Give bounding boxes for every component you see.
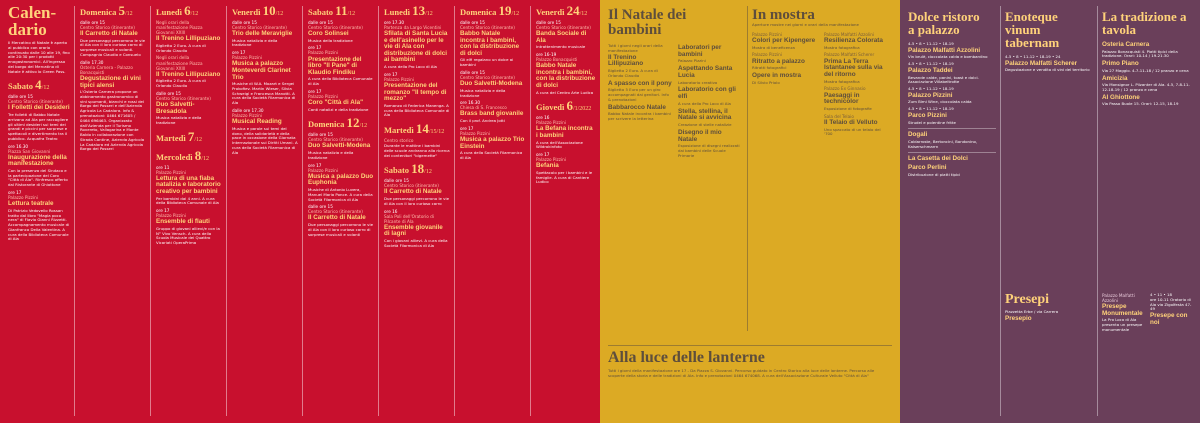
event-place: Centro Storico (itinerante) xyxy=(536,24,591,30)
event-title: Inaugurazione della manifestazione xyxy=(8,153,67,168)
event-place: Piazza San Giovanni xyxy=(8,148,51,154)
calendar-column-2 xyxy=(80,0,146,423)
presepi-item: Presepio xyxy=(1005,314,1032,322)
event-title: Il Carretto di Natale xyxy=(80,30,138,38)
column-divider xyxy=(150,6,151,416)
presepe-block xyxy=(1102,293,1196,333)
event-item xyxy=(80,20,146,58)
enoteca-section xyxy=(1005,0,1093,423)
event-item xyxy=(308,89,374,113)
event-title: La Befana incontra i bambini xyxy=(536,125,593,139)
event-title: Duo Salvetti-Modena xyxy=(460,80,523,88)
event-time: ore 17 xyxy=(384,71,398,77)
event-title: Coro "Città di Ala" xyxy=(308,99,364,107)
event-place: Osteria Carnera - Palazzo Bonacquisti xyxy=(80,64,133,75)
event-title: Brass band giovanile xyxy=(460,110,524,118)
event-desc: Durante le mattine i bambini delle scuole andranno alla ricerca dei contenitori "bigemette" xyxy=(384,143,450,158)
event-time: dalle 17.30 xyxy=(80,59,104,65)
day-block xyxy=(232,3,298,155)
event-time: ore 17 xyxy=(308,162,322,168)
event-title: Duo Salvetti-Modena xyxy=(308,142,371,150)
column-divider xyxy=(1000,6,1001,416)
event-item xyxy=(8,144,70,188)
event-place: Palazzo Pizzini xyxy=(308,93,338,99)
column-divider xyxy=(454,6,455,416)
day-heading: Giovedì 6/1/2022 xyxy=(536,98,592,114)
day-heading: Domenica 19/12 xyxy=(460,3,520,18)
event-item xyxy=(384,209,450,249)
list-item: Babbarocco Natale Babbo Natale incontra i bambini per scrivere la letterina xyxy=(608,103,671,121)
calendar-intro: Il Mercatino di Natale è aperto al pubblico con orario continuato dalle 10 alle 19, fino alle 20:30 per i prodotti enogastronomici. All'ingresso del borgo del Mercatino di Natale è attivo lo Green Pass. xyxy=(8,40,70,74)
event-desc: Con il prof. Andrea Jotti xyxy=(460,118,505,124)
event-title: Il Carretto di Natale xyxy=(384,188,442,196)
event-place: Palazzo Pizzini xyxy=(232,55,262,61)
day-heading: Domenica 12/12 xyxy=(308,115,368,131)
dolce-ristoro-section xyxy=(908,0,996,423)
list-item: Stella, stellina, il Natale si avvicina Creazione di stelle natalizie xyxy=(678,107,732,128)
event-desc: Intrattenimento musicale xyxy=(536,44,586,50)
day-block xyxy=(384,3,450,118)
lanterns-section xyxy=(608,345,892,379)
event-time: ore 17 xyxy=(156,208,170,214)
event-item xyxy=(536,20,596,50)
event-time: dalle ore 15 xyxy=(80,19,105,25)
event-time: ore 16-19 xyxy=(536,52,557,57)
event-time: dalle ore 15 xyxy=(536,19,561,25)
presepi-place: Piazzetta Erbe / via Carrera xyxy=(1005,309,1059,314)
children-list-b xyxy=(678,44,742,161)
event-place: Palazzo Pizzini xyxy=(156,169,186,175)
list-item: 4-5 • 8 • 11-12 • 18-19 Palazzo Malfatti Azzolini Vin brulè, cioccolata calda e bombardino xyxy=(908,41,988,60)
event-title: I Folletti dei Desideri xyxy=(8,104,70,112)
event-place: Centro Storico (itinerante) xyxy=(308,137,363,143)
column-divider xyxy=(1097,6,1098,416)
event-desc: Di Patrizio Vedovello Rossan tratto dal libro "Magia poco nera" di Flavio Gianni Rizzetti. Accompagnamento musicale di Gianfranco Della Valentina. A cura della Biblioteca Comunale di Ala xyxy=(8,207,70,242)
event-time: dalle ore 15 xyxy=(308,204,333,210)
event-desc: Con i giovani allievi. A cura della Società Filarmonica di Ala xyxy=(384,238,448,248)
list-item: Palazzo Pizzini Colori per Kipengere Mostra di beneficenza xyxy=(752,31,816,50)
day-block xyxy=(384,121,450,158)
event-place: Palazzo Pizzini xyxy=(384,76,414,82)
event-desc: Musiche di Antonio Luvera, Manuel Maria Ponce. A cura della Società Filarmonica di Ala xyxy=(308,186,373,202)
list-item: La Casetta dei Dolci xyxy=(908,155,968,163)
event-place: Sala Poli dell'Oratorio di Pilcante di Ala xyxy=(384,213,434,224)
event-place: Palazzo Pizzini xyxy=(8,195,38,201)
day-heading: Lunedì 13/12 xyxy=(384,3,433,18)
event-title: Presentazione del romanzo "Il tempo di mezzo" xyxy=(384,81,447,103)
event-item xyxy=(232,108,298,155)
event-title: Musical Reading xyxy=(232,118,282,126)
event-title: Presentazione del libro "Il Pane" di Klaudio Findiku xyxy=(308,55,362,76)
event-title: Befania xyxy=(536,162,559,170)
day-heading: Sabato 4/12 xyxy=(8,77,50,93)
event-time: ore 17 xyxy=(536,152,550,158)
list-item: Opere in mostra Di Silvio Priolo xyxy=(752,71,802,85)
dolce-title: Dolce ristoro a palazzo xyxy=(908,9,980,37)
day-heading: Sabato 18/12 xyxy=(384,161,432,177)
list-item: 4-5 • 8 • 11-12 • 18-19 Parco Pizzini Strudel e polentine fritte xyxy=(908,106,956,125)
event-title: Musica a palazzo Trio Einstein xyxy=(460,135,525,150)
event-desc: Musiche di W.A. Mozart e Sergei Prokofiev. Martin Wieser, Silvia Schweigl e Francesca Manotti. A cura della Società Filarmonica di Ala xyxy=(232,81,296,106)
calendar-title: Calen- dario xyxy=(8,3,57,39)
event-desc: Musica natalizia e della tradizione xyxy=(308,150,354,160)
children-title: Il Natale dei bambini xyxy=(608,7,687,38)
food-tradition-panel xyxy=(900,0,1200,423)
divider xyxy=(908,128,996,129)
event-desc: Per bambini dai 4 anni. A cura della Biblioteca Comunale di Ala xyxy=(156,195,219,206)
event-time: dalle ore 15 xyxy=(156,90,181,96)
event-item xyxy=(384,178,450,206)
event-item xyxy=(384,138,450,158)
event-item xyxy=(156,208,222,246)
event-title: Ensemble di flauti xyxy=(156,218,210,226)
divider xyxy=(908,152,996,153)
column-divider xyxy=(378,6,379,416)
event-title: Ensemble giovanile di lagni xyxy=(384,223,443,238)
event-desc: Due personaggi percorrono le vie di Ala con il loro curioso carro di sorprese musicali e volanti. Compagnia Claudio e Consuelo xyxy=(80,37,145,57)
event-desc: Con la presenza del Sindaco e la partecipazione del Coro "Città di Ala". Rinfresco offerto dal Ristorante di Ghiottone xyxy=(8,167,68,188)
list-item: Aspettando Santa Lucia Laboratorio creativo xyxy=(678,65,733,85)
event-place: Centro Storico (itinerante) xyxy=(460,75,515,81)
event-item xyxy=(536,152,596,185)
event-desc: Gli elfi regalano un dolce ai bambini xyxy=(460,57,514,68)
day-block xyxy=(80,3,146,152)
event-item xyxy=(8,94,70,141)
day-heading: Lunedì 6/12 xyxy=(156,3,199,18)
list-item: Laboratorio con gli elfi A cura della Pro Loco di Ala xyxy=(678,86,736,106)
event-title: Musica a palazzo Monteverdi Clarinet Trio xyxy=(232,60,291,81)
column-divider xyxy=(226,6,227,416)
event-time: dalle ore 17.30 xyxy=(232,107,264,113)
list-item: Palazzo Malfatti Azzolini Resilienza Colorata Mostra fotografica xyxy=(824,31,883,50)
day-block xyxy=(308,3,374,112)
event-time: ore 17 xyxy=(308,45,322,51)
event-time: ore 17 xyxy=(308,88,322,94)
day-heading: Sabato 11/12 xyxy=(308,3,356,18)
event-place: Palazzo Pizzini xyxy=(156,213,186,219)
day-block xyxy=(308,115,374,237)
event-item xyxy=(536,52,596,95)
event-place: Centro Storico (itinerante) xyxy=(8,99,63,105)
day-block xyxy=(536,3,596,95)
event-place: Palazzo Pizzini xyxy=(536,120,566,126)
event-item xyxy=(308,45,374,87)
calendar-column-4 xyxy=(232,0,298,423)
list-item: Primo Piano Via 27 Maggio. 4-7-11-18 / 12 pranzo e cena xyxy=(1102,60,1189,73)
event-place: Negli orari della manifestazione Piazza Giovanni XXIII xyxy=(156,19,203,36)
event-place: Palazzo Pizzini xyxy=(536,157,566,163)
event-time: ore 17 xyxy=(232,50,246,56)
calendar-column-5 xyxy=(308,0,374,423)
event-item xyxy=(384,72,450,118)
calendar-column-3 xyxy=(156,0,222,423)
event-place: Centro storico xyxy=(384,137,414,143)
exhibition-section xyxy=(752,0,892,330)
day-block xyxy=(156,148,222,246)
event-time: dalle ore 15 xyxy=(460,19,485,25)
day-heading: Domenica 5/12 xyxy=(80,3,133,18)
event-item xyxy=(460,20,526,68)
event-place: Centro Storico (itinerante) xyxy=(80,24,135,30)
tradizione-title: La tradizione a tavola xyxy=(1102,9,1187,37)
list-item: Sala del Telaio Il Telaio di Velluto Uno spaccato di un telaio del '700 xyxy=(824,113,881,137)
event-time: dalle ore 15 xyxy=(308,132,333,138)
list-item: Amicizia Via Monsignor L. Pilzanter di Ala. 4-5, 7-8-11-12-18-19 / 12 pranzo e cena xyxy=(1102,74,1190,92)
day-block xyxy=(536,98,596,185)
event-time: ore 17.30 xyxy=(384,19,405,25)
event-desc: Spettacolo per i bambini e le famiglie. A cura di Cantiere Ludico xyxy=(536,169,593,185)
event-desc: Musica natalizia e della tradizione xyxy=(156,115,202,126)
event-desc: Gruppo di giovani allievi/e con la N° Vivo Vensch. A cura della Scuola Musicale dei Quattro Vicariati OperaPrima xyxy=(156,225,220,246)
event-desc: A cura dell'Associazione Wildrokinfoto xyxy=(536,139,583,150)
list-item: Palazzo Pizzini Ritratto a palazzo Ritratti fotografici xyxy=(752,52,805,71)
lanterns-desc: Tutti i giorni della manifestazione ore 17 - Da Piazza S. Giovanni. Percorso guidato in Centro Storico alla luce delle lanterne. Percorso alle scoperte della storia e delle tradizioni di Ala. Info e prenotazioni 0464 674068. A cura dell'Associazione Culturale Velluto "Città di Ala" xyxy=(608,368,875,378)
event-title: Il Trenino Lillipuziano xyxy=(156,70,221,78)
event-time: ore 16.30 xyxy=(8,143,29,149)
event-title: Banda Sociale di Ala xyxy=(536,30,587,44)
event-desc: A cura del Centro Arte Ludica xyxy=(536,89,594,95)
tradizione-section xyxy=(1102,0,1196,423)
event-place: Centro Storico (itinerante) xyxy=(308,24,363,30)
event-title: Sfilata di Santa Lucia e dell'asinello per le vie di Ala con distribuzione di dolci ai bambini xyxy=(384,30,448,64)
event-place: Centro Storico (itinerante) xyxy=(384,183,439,189)
list-item: Al Ghiottone Via Passo Buole 15. Orari: 12-15, 18-19 xyxy=(1102,93,1179,107)
event-title: Degustazione di vini tipici alensi xyxy=(80,74,141,89)
list-item: Disegno il mio Natale Esposizione di disegni realizzati dai bambini delle Scuole Primarie xyxy=(678,128,740,158)
event-time: dalle ore 15 xyxy=(308,19,333,25)
event-desc: Canti natalizi e della tradizione xyxy=(308,106,369,112)
event-desc: A cura della Biblioteca Comunale di Ala xyxy=(308,76,373,87)
list-item: A spasso con il pony Biglietto 5 Euro per un giro accompagnati dai genitori. Info & prenotazioni xyxy=(608,79,672,102)
event-item xyxy=(536,115,596,150)
event-desc: Musica natalizia e della tradizione xyxy=(460,87,506,98)
event-place: Palazzo Pizzini xyxy=(308,167,338,173)
event-desc: Biglietto 2 Euro. A cura di Orlando Claudio xyxy=(156,78,206,89)
list-item: Laboratori per bambini Palazzo Pizzini xyxy=(678,44,722,64)
column-divider xyxy=(747,6,748,331)
event-desc: Romanzo di Federica Manenga. A cura della Biblioteca Comunale di Ala xyxy=(384,102,450,118)
event-item xyxy=(156,20,222,54)
event-item xyxy=(308,163,374,203)
event-time: dalle ore 15 xyxy=(460,69,485,75)
calendar-column-1 xyxy=(8,0,70,423)
event-item xyxy=(80,60,146,152)
event-title: Babbo Natale incontra i bambini, con la distribuzione di dolci xyxy=(536,62,596,89)
event-desc: Musica natalizia e della tradizione xyxy=(232,37,278,48)
event-time: ore 16.30 xyxy=(460,100,481,106)
children-list-a xyxy=(608,44,672,161)
event-item xyxy=(156,91,222,126)
calendar-column-6 xyxy=(384,0,450,423)
list-item: Il Trenino Lillipuziano Biglietto 2 Euro. A cura di Orlando Claudio xyxy=(608,53,658,78)
list-item: Dogali Caldarroste, Bertoncini, Bondonino, Kaiserschmarrn xyxy=(908,131,978,149)
event-title: Lettura teatrale xyxy=(8,200,54,208)
event-time: ore 17 xyxy=(460,125,474,131)
calendar-column-8 xyxy=(536,0,596,423)
presepi-section xyxy=(1005,293,1093,323)
event-desc: Tre folletti di Babbo Natale arrivano ad Ala per raccogliere gli ultimi desideri sui temi dei grandi e piccini per sorprese e spettacoli e divertimento tra il pubblico. Acquafra Teatro xyxy=(8,111,69,141)
calendar-column-7 xyxy=(460,0,526,423)
event-desc: A cura della Pro Loco di Ala xyxy=(384,64,437,70)
list-item: Palazzo Malfatti Scherer Prima La Terra Istantanee sulla via del ritorno Mostra fotografica xyxy=(824,52,883,84)
event-desc: Biglietto 2 Euro. A cura di Orlando Claudio xyxy=(156,42,206,53)
column-divider xyxy=(530,6,531,416)
event-desc: L'Osteria Carnera propone un abbinamento gastronomico di vini spumanti, bianchi e rossi del Borgo dei Posseri e dell'Azienda Agricola La Cadalora. Info & prenotazioni: 0464 671605 / 0464 696463. Organizzato dall'Azienda per il Turismo Rovereto, Vallagarina e Monte Baldo in collaborazione con Strada Cantine, Azienda Agricola La Cadalora ed Azienda Agricola Borgo dei Posseri xyxy=(80,89,145,152)
event-title: Duo Salvetti-Bresadola xyxy=(156,101,195,115)
event-place: Palazzo Bonacquisti xyxy=(536,57,578,63)
event-place: Centro Storico (itinerante) xyxy=(232,24,287,30)
event-item xyxy=(156,165,222,207)
children-section xyxy=(608,0,743,330)
day-block xyxy=(460,3,526,161)
column-divider xyxy=(74,6,75,416)
event-time: dalle ore 15 xyxy=(384,178,409,184)
event-item xyxy=(8,190,70,242)
event-place: Centro Storico (itinerante) xyxy=(308,209,363,215)
event-place: Palazzo Pizzini xyxy=(308,50,338,56)
list-item: Palazzo Ex Ginnasio Paesaggi in technicolor Esposizione di fotografie xyxy=(824,86,872,111)
event-desc: A cura della Società Filarmonica di Ala xyxy=(460,150,523,160)
event-time: ore 16 xyxy=(536,115,550,121)
exhibition-title: In mostra xyxy=(752,7,815,23)
list-item: 4-5 • 8 • 11-12 • 18-19 Palazzo Taddei Bevande calde, panini, toast e dolci. Associazione Villabeltrotte xyxy=(908,61,979,85)
event-title: Trio delle Meraviglie xyxy=(232,30,293,38)
day-block xyxy=(8,77,70,242)
event-time: ore 17 xyxy=(8,190,22,196)
event-place: Partenza da Largo Vicentini xyxy=(384,24,442,30)
list-item: Parco Perlini Distribuzione di piatti tipici xyxy=(908,164,961,177)
event-time: ore 16 xyxy=(384,208,398,214)
event-place: Centro Storico (itinerante) xyxy=(156,95,211,101)
event-place: Palazzo Pizzini xyxy=(232,113,262,118)
children-exhibition-panel xyxy=(600,0,900,423)
list-item: 4-5 • 8 • 11-12 • 18-19 • 24 Palazzo Malfatti Scherer Degustazione e vendita di vini del territorio xyxy=(1005,54,1090,73)
exhibition-intro: Aperture mostre nei giorni e orari della manifestazione xyxy=(752,22,859,27)
event-title: Lettura di una fiaba natalizia e laboratorio creativo per bambini xyxy=(156,174,221,195)
day-block xyxy=(384,161,450,248)
exhibition-list-a xyxy=(752,32,818,139)
event-title: Il Carretto di Natale xyxy=(308,214,366,222)
event-item xyxy=(460,100,526,124)
list-item: Palazzo Malfatti Azzolini Presepe Monumentale La Pro Loco di Ala presenta un presepe monumentale xyxy=(1102,293,1143,332)
event-item xyxy=(232,20,298,48)
event-desc: Due personaggi percorrono le vie di Ala con il loro curioso carro di sorprese musicali e volanti xyxy=(308,222,373,237)
event-item xyxy=(384,20,450,70)
lanterns-title: Alla luce delle lanterne xyxy=(608,349,765,366)
day-heading: Venerdì 10/12 xyxy=(232,3,284,18)
day-heading: Martedì 14/15/12 xyxy=(384,121,445,137)
exhibition-list-b xyxy=(824,32,890,139)
event-item xyxy=(232,50,298,106)
event-title: Musica a palazzo Duo Euphonia xyxy=(308,172,374,187)
event-title: Il Trenino Lillipuziano xyxy=(156,35,221,43)
event-item xyxy=(308,204,374,237)
event-place: Chiesa di S. Francesco xyxy=(460,105,507,111)
enoteca-title: Enoteque vinum tabernam xyxy=(1005,9,1060,50)
event-title: Coro Solinsei xyxy=(308,30,349,38)
event-place: Palazzo Pizzini xyxy=(460,130,490,136)
event-title: Babbo Natale incontra i bambini, con la distribuzione di dolci xyxy=(460,30,520,57)
day-heading: Martedì 7/12 xyxy=(156,128,203,144)
event-item xyxy=(460,126,526,161)
event-desc: Musica e parole sui temi del dono, della solidarietà e della pace in occasione della Giornata Internazionale sui Diritti Umani. A cura della Società Filarmonica di Ala xyxy=(232,125,298,155)
event-place: Centro Storico (itinerante) xyxy=(460,24,515,30)
day-heading: Venerdì 24/12 xyxy=(536,3,588,18)
list-item: Osteria Carnera Palazzo Bonacquisti 4. Piatti tipici della tradizione. Orari: 10-14 / 19-21.30 xyxy=(1102,41,1178,59)
presepi-title: Presepi xyxy=(1005,292,1050,307)
event-item xyxy=(156,55,222,89)
event-desc: Musica della tradizione xyxy=(308,37,353,43)
column-divider xyxy=(302,6,303,416)
event-place: Negli orari della manifestazione Piazza Giovanni XXIII xyxy=(156,55,203,71)
list-item: 4-5 • 8 • 11-12 • 18-19 Palazzo Pizzini Zum Bimi Wine, cioccolata calda xyxy=(908,86,972,105)
children-intro: Tutti i giorni negli orari della manifestazione xyxy=(608,43,663,53)
day-heading: Mercoledì 8/12 xyxy=(156,147,209,163)
event-time: dalle ore 15 xyxy=(8,94,33,100)
event-item xyxy=(308,20,374,44)
day-block xyxy=(156,129,222,145)
event-item xyxy=(308,132,374,160)
event-item xyxy=(460,70,526,98)
event-time: ore 11 xyxy=(156,164,170,170)
event-desc: Due personaggi percorrono le vie di Ala con il loro curioso carro xyxy=(384,196,449,206)
list-item: 4 • 11 • 18 ore 10-11 Oratorio di Ala via Zigolfesta 47-49 Presepe con noi xyxy=(1150,292,1192,326)
day-block xyxy=(156,3,222,126)
event-time: dalle ore 15 xyxy=(232,19,257,25)
